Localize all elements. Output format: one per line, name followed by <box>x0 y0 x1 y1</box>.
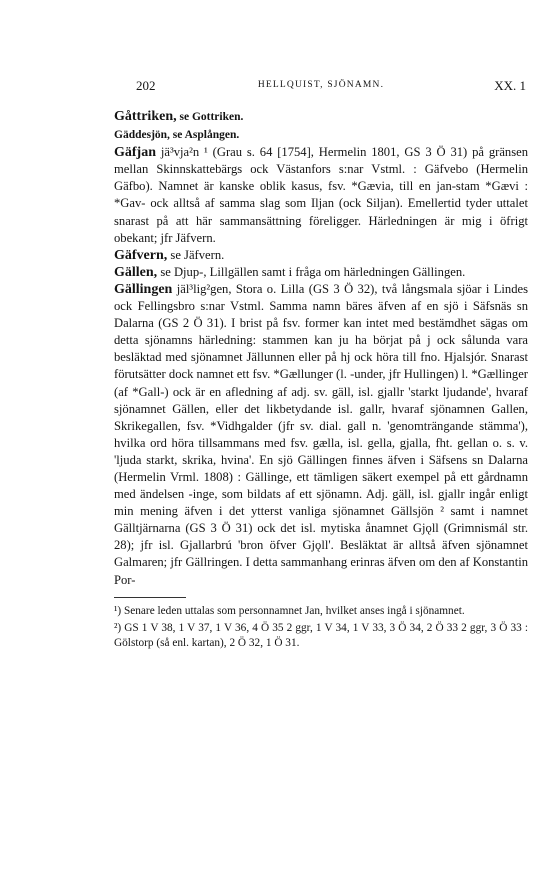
entry-text: jäl³lig²gen, Stora o. Lilla (GS 3 Ö 32), två långsmala sjöar i Lindes ock Fellingsbro s:nar Vstml. Samma namn bäres äfven af en sjö i Säfsnäs sn Dalarna (GS 2 Ö 31). I brist på fsv. former kan intet med bestämdhet sägas om detta sjönamns härledning: stammen kan ju ha börjat på j ock sålunda vara besläktad med sjönamnet Jällunnen eller på hj ock höra till fno. Hjalsjór. Snarast förutsätter dock namnet ett fsv. *Gællunger (l. -under, jfr Hullingen) l. *Gællinger (af *Gall-) ock är en afledning af adj. sv. gäll, isl. gjallr 'starkt ljudande', hvaraf sjönamnet Gällen, eller det likbetydande isl. gallr, hvaraf sjönamnen Gallen, Skrikegallen, fsv. *Vidhgalder (jfr sv. dial. gall n. 'genomträngande stämma'), hvilka ord höra tillsammans med fsv. gælla, isl. gella, gjalla, fht. gellan o. s. v. 'ljuda starkt, skrika, hvina'. En sjö Gällingen finnes äfven i Säfsens sn Dalarna (Hermelin Vrml. 1808) : Gällinge, ett tämligen säkert exempel på ett gårdnamn med ändelsen -inge, som bildats af ett sjönamn. Adj. gäll, isl. gjallr ingår enligt min mening äfven i det ytterst vanliga sjönamnet Gällsjön ² samt i namnet Gälltjärnarna (GS 3 Ö 31) ock det isl. mytiska ånamnet Gjǫll (Grimnismál str. 28); jfr isl. Gjallarbrú 'bron öfver Gjǫll'. Besläktat är alltså äfven sjönamnet Galmaren; jfr Gällringen. I detta sammanhang erinras äfven om den af Konstantin Por- <box>114 281 528 587</box>
footnote-rule <box>114 597 186 598</box>
entry-text: jä³vja²n ¹ (Grau s. 64 [1754], Hermelin 1801, GS 3 Ö 31) på gränsen mellan Skinnskattebärgs ock Västanfors s:nar Vstml. : Gäfvebo (Hermelin Gäfbo). Namnet är kanske oblik kasus, fsv. *Gævia, till en jan-stam *Gævi : *Gav- ock alltså af samma slag som Iljan (ock Siljan). Emellertid tyder uttalet snarast på att här sammansättning föreligger. Härledningen är mig i öfrigt obekant; jfr Jäfvern. <box>114 145 528 245</box>
section-number: XX. 1 <box>494 78 526 93</box>
footnotes <box>114 604 528 651</box>
entry <box>114 108 528 126</box>
footnote: ¹) Senare leden uttalas som personnamnet Jan, hvilket anses ingå i sjönamnet. <box>114 604 465 617</box>
entry-text: se Djup-, Lillgällen samt i fråga om härledningen Gällingen. <box>157 264 466 279</box>
entry-headword: Gäfvern, <box>114 247 168 263</box>
running-title: HELLQUIST, SJÖNAMN. <box>257 80 385 90</box>
entry <box>114 144 528 247</box>
entry-headword: Gåttriken, <box>114 109 177 124</box>
entry-headword: Gällingen <box>114 281 173 297</box>
page <box>114 78 528 653</box>
entry-text: se Gottriken. <box>176 111 244 123</box>
footnote: ²) GS 1 V 38, 1 V 37, 1 V 36, 4 Ö 35 2 ggr, 1 V 34, 1 V 33, 3 Ö 34, 2 Ö 33 2 ggr, 3 Ö 33 : Gölstorp (så enl. kartan), 2 Ö 32, 1 Ö 31. <box>114 621 528 649</box>
entry <box>114 264 528 281</box>
entry <box>114 247 528 264</box>
entry <box>114 126 528 144</box>
entries <box>114 108 528 589</box>
entry-headword: Gäddesjön, <box>114 129 170 142</box>
entry-headword: Gäfjan <box>114 145 156 161</box>
entry-text: se Jäfvern. <box>167 247 225 262</box>
page-number: 202 <box>136 78 156 93</box>
running-head <box>114 78 528 98</box>
entry-headword: Gällen, <box>114 264 158 280</box>
entry <box>114 281 528 589</box>
entry-text: se Asplången. <box>169 129 240 142</box>
